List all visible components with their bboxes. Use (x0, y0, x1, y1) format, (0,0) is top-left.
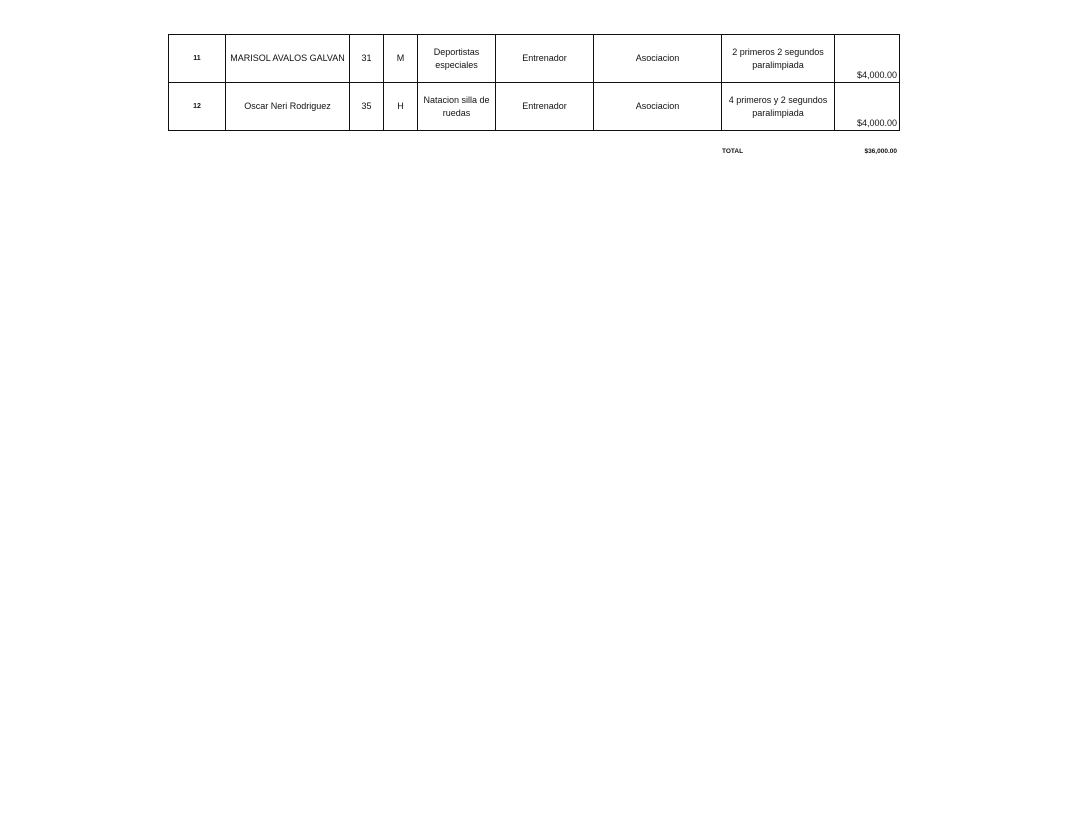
row-number: 11 (169, 35, 226, 83)
athlete-sex: M (384, 35, 418, 83)
achievements: 2 primeros 2 segundos paralimpiada (722, 35, 835, 83)
athlete-age: 35 (350, 83, 384, 131)
table-row (169, 83, 900, 131)
table-row (169, 35, 900, 83)
role: Entrenador (496, 35, 594, 83)
discipline: Natacion silla de ruedas (418, 83, 496, 131)
affiliation: Asociacion (594, 83, 722, 131)
athlete-age: 31 (350, 35, 384, 83)
total-label: TOTAL (722, 148, 744, 155)
row-number: 12 (169, 83, 226, 131)
amount: $4,000.00 (856, 69, 897, 80)
total-value: $36,000.00 (864, 148, 897, 155)
role: Entrenador (496, 83, 594, 131)
amount: $4,000.00 (856, 117, 897, 128)
affiliation: Asociacion (594, 35, 722, 83)
athlete-table (168, 34, 900, 131)
discipline: Deportistas especiales (418, 35, 496, 83)
athlete-sex: H (384, 83, 418, 131)
athlete-name: MARISOL AVALOS GALVAN (226, 35, 350, 83)
achievements: 4 primeros y 2 segundos paralimpiada (722, 83, 835, 131)
amount-cell (835, 83, 900, 131)
athlete-name: Oscar Neri Rodriguez (226, 83, 350, 131)
amount-cell (835, 35, 900, 83)
